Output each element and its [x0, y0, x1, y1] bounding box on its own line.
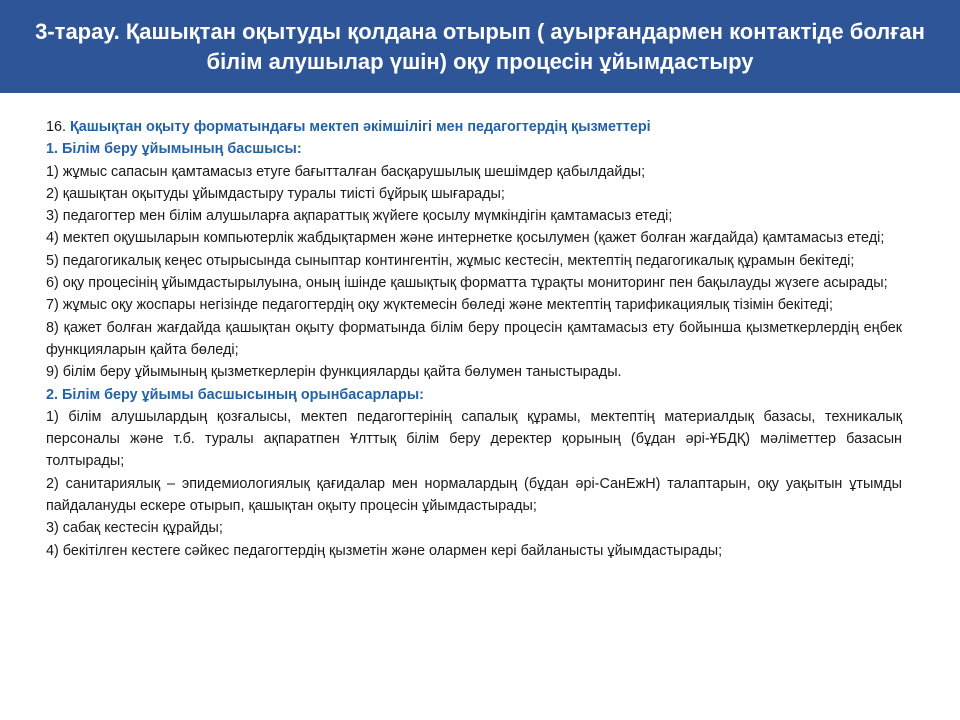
- slide-body: [46, 116, 902, 562]
- section1-item: 9) білім беру ұйымының қызметкерлерін функцияларды қайта бөлумен таныстырады.: [46, 364, 622, 381]
- section1-heading: 1. Білім беру ұйымының басшысы:: [46, 141, 302, 158]
- section1-item: 5) педагогикалық кеңес отырысында сыныптар контингентін, жұмыс кестесін, мектептің педагогикалық құрамын бекітеді;: [46, 252, 855, 269]
- intro-line: [46, 116, 902, 138]
- section1-item: 2) қашықтан оқытуды ұйымдастыру туралы тиісті бұйрық шығарады;: [46, 185, 505, 202]
- intro-number: 16.: [46, 119, 67, 135]
- section1-item: 4) мектеп оқушыларын компьютерлік жабдықтармен және интернетке қосылумен (қажет болған жағдайда) қамтамасыз етеді;: [46, 230, 885, 247]
- section1-item: 3) педагогтер мен білім алушыларға ақпараттық жүйеге қосылу мүмкіндігін қамтамасыз етеді;: [46, 208, 673, 225]
- section2-heading: 2. Білім беру ұйымы басшысының орынбасарлары:: [46, 386, 424, 403]
- section1-item: 6) оқу процесінің ұйымдастырылуына, оның ішінде қашықтық форматта тұрақты мониторинг пен бақылауды жүзеге асырады;: [46, 275, 888, 292]
- section2-item: 4) бекітілген кестеге сәйкес педагогтердің қызметін және олармен кері байланысты ұйымдастырады;: [46, 542, 723, 559]
- slide-header: [0, 0, 960, 93]
- section1-item: 1) жұмыс сапасын қамтамасыз етуге бағытталған басқарушылық шешімдер қабылдайды;: [46, 163, 646, 180]
- section2-item: 3) сабақ кестесін құрайды;: [46, 520, 223, 537]
- section2-item: 2) санитариялық – эпидемиологиялық қағидалар мен нормалардың (бұдан әрі-СанЕжН) талаптарын, оқу уақытын ұтымды пайдалануды ескере отырып, қашықтан оқыту процесін ұйымдастырады;: [46, 475, 902, 515]
- section2-item: 1) білім алушылардың қозғалысы, мектеп педагогтерінің сапалық құрамы, мектептің материалдық базасы, техникалық персоналы және т.б. туралы ақпаратпен Ұлттық білім беру деректер қорының (бұдан әрі-ҰБДҚ) мәліметтер базасын толтырады;: [46, 408, 902, 470]
- section1-item: 8) қажет болған жағдайда қашықтан оқыту форматында білім беру процесін қамтамасыз ету бойынша қызметкерлердің еңбек функцияларын қайта бөледі;: [46, 319, 902, 358]
- intro-heading: Қашықтан оқыту форматындағы мектеп әкімшілігі мен педагогтердің қызметтері: [70, 119, 651, 135]
- slide-title: 3-тарау. Қашықтан оқытуды қолдана отырып ( ауырғандармен контактіде болған білім алушылар үшін) оқу процесін ұйымдастыру: [35, 18, 925, 74]
- section1-item: 7) жұмыс оқу жоспары негізінде педагогтердің оқу жүктемесін бөледі және мектептің тарификациялық тізімін бекітеді;: [46, 297, 833, 314]
